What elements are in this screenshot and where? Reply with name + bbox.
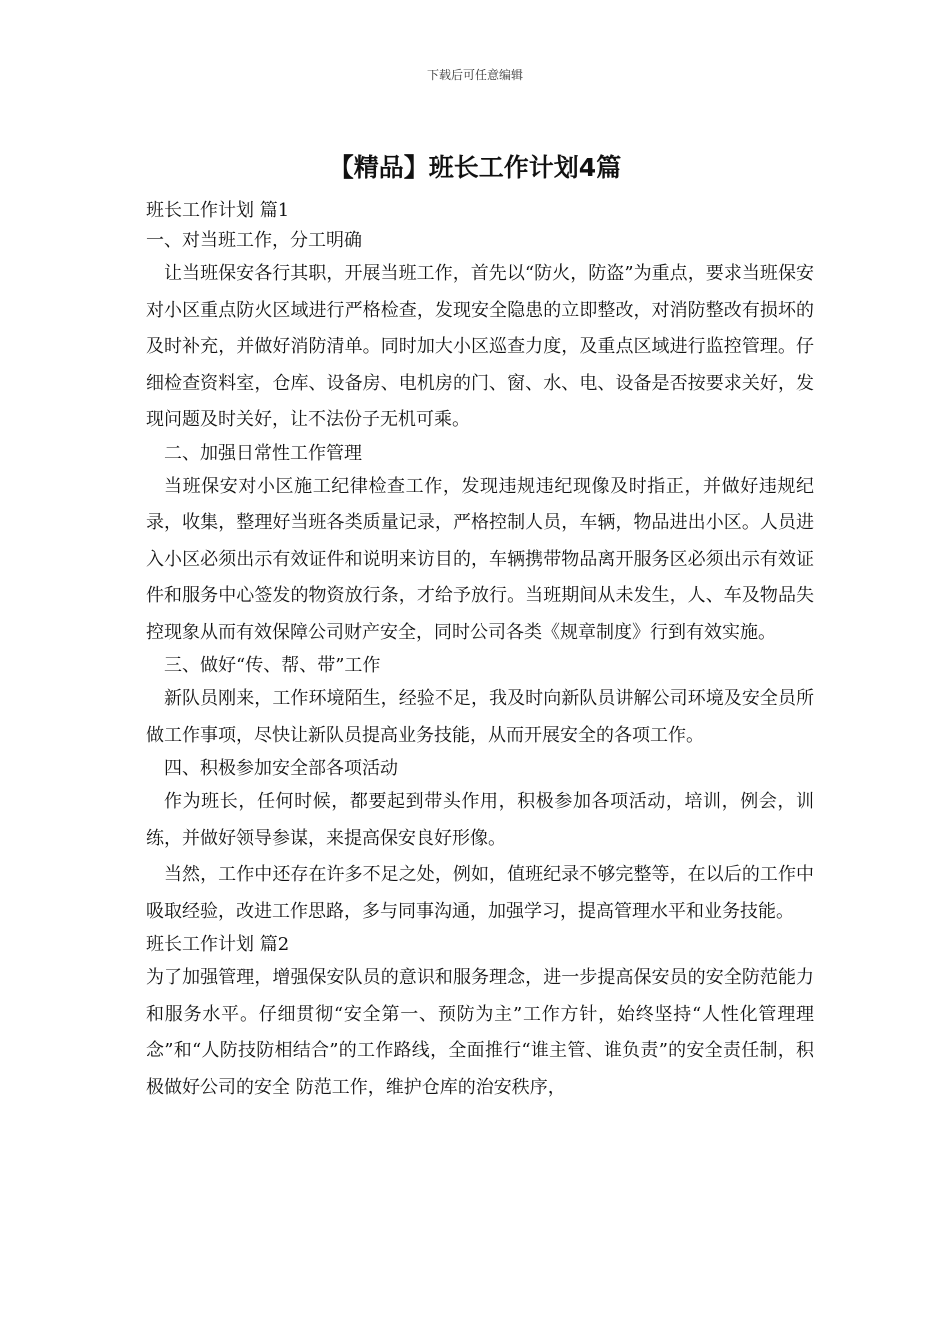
paragraph: 为了加强管理，增强保安队员的意识和服务理念，进一步提高保安员的安全防范能力和服务水平。仔细贯彻“安全第一、预防为主”工作方针，始终坚持“人性化管理理念”和“人防技防相结合”的工作路线，全面推行“谁主管、谁负责”的安全责任制，积极做好公司的安全 防范工作，维护仓库的治安秩序， xyxy=(146,967,814,1098)
paragraph: 作为班长，任何时候，都要起到带头作用，积极参加各项活动，培训，例会，训练，并做好领导参谋，来提高保安良好形像。 xyxy=(146,791,814,849)
paragraph: 新队员刚来，工作环境陌生，经验不足，我及时向新队员讲解公司环境及安全员所做工作事项，尽快让新队员提高业务技能，从而开展安全的各项工作。 xyxy=(146,688,814,746)
section-heading: 三、做好“传、帮、带”工作 xyxy=(164,655,381,676)
document-title: 【精品】班长工作计划4篇 xyxy=(328,153,622,182)
section-heading: 班长工作计划 篇2 xyxy=(146,934,290,955)
document-body xyxy=(146,196,814,1106)
section-heading: 班长工作计划 篇1 xyxy=(146,200,290,221)
section-heading: 四、积极参加安全部各项活动 xyxy=(164,758,398,779)
paragraph: 让当班保安各行其职，开展当班工作，首先以“防火，防盗”为重点，要求当班保安对小区重点防火区域进行严格检查，发现安全隐患的立即整改，对消防整改有损坏的及时补充，并做好消防清单。同时加大小区巡查力度，及重点区域进行监控管理。仔细检查资料室，仓库、设备房、电机房的门、窗、水、电、设备是否按要求关好，发现问题及时关好，让不法份子无机可乘。 xyxy=(146,263,814,430)
paragraph: 当班保安对小区施工纪律检查工作，发现违规违纪现像及时指正，并做好违规纪录，收集，整理好当班各类质量记录，严格控制人员，车辆，物品进出小区。人员进入小区必须出示有效证件和说明来访目的，车辆携带物品离开服务区必须出示有效证件和服务中心签发的物资放行条，才给予放行。当班期间从未发生，人、车及物品失控现象从而有效保障公司财产安全，同时公司各类《规章制度》行到有效实施。 xyxy=(146,475,814,643)
section-heading: 一、对当班工作，分工明确 xyxy=(146,230,362,251)
paragraph: 当然，工作中还存在许多不足之处，例如，值班纪录不够完整等，在以后的工作中吸取经验，改进工作思路，多与同事沟通，加强学习，提高管理水平和业务技能。 xyxy=(146,864,814,922)
section-heading: 二、加强日常性工作管理 xyxy=(164,442,362,464)
header-note: 下载后可任意编辑 xyxy=(426,68,523,82)
